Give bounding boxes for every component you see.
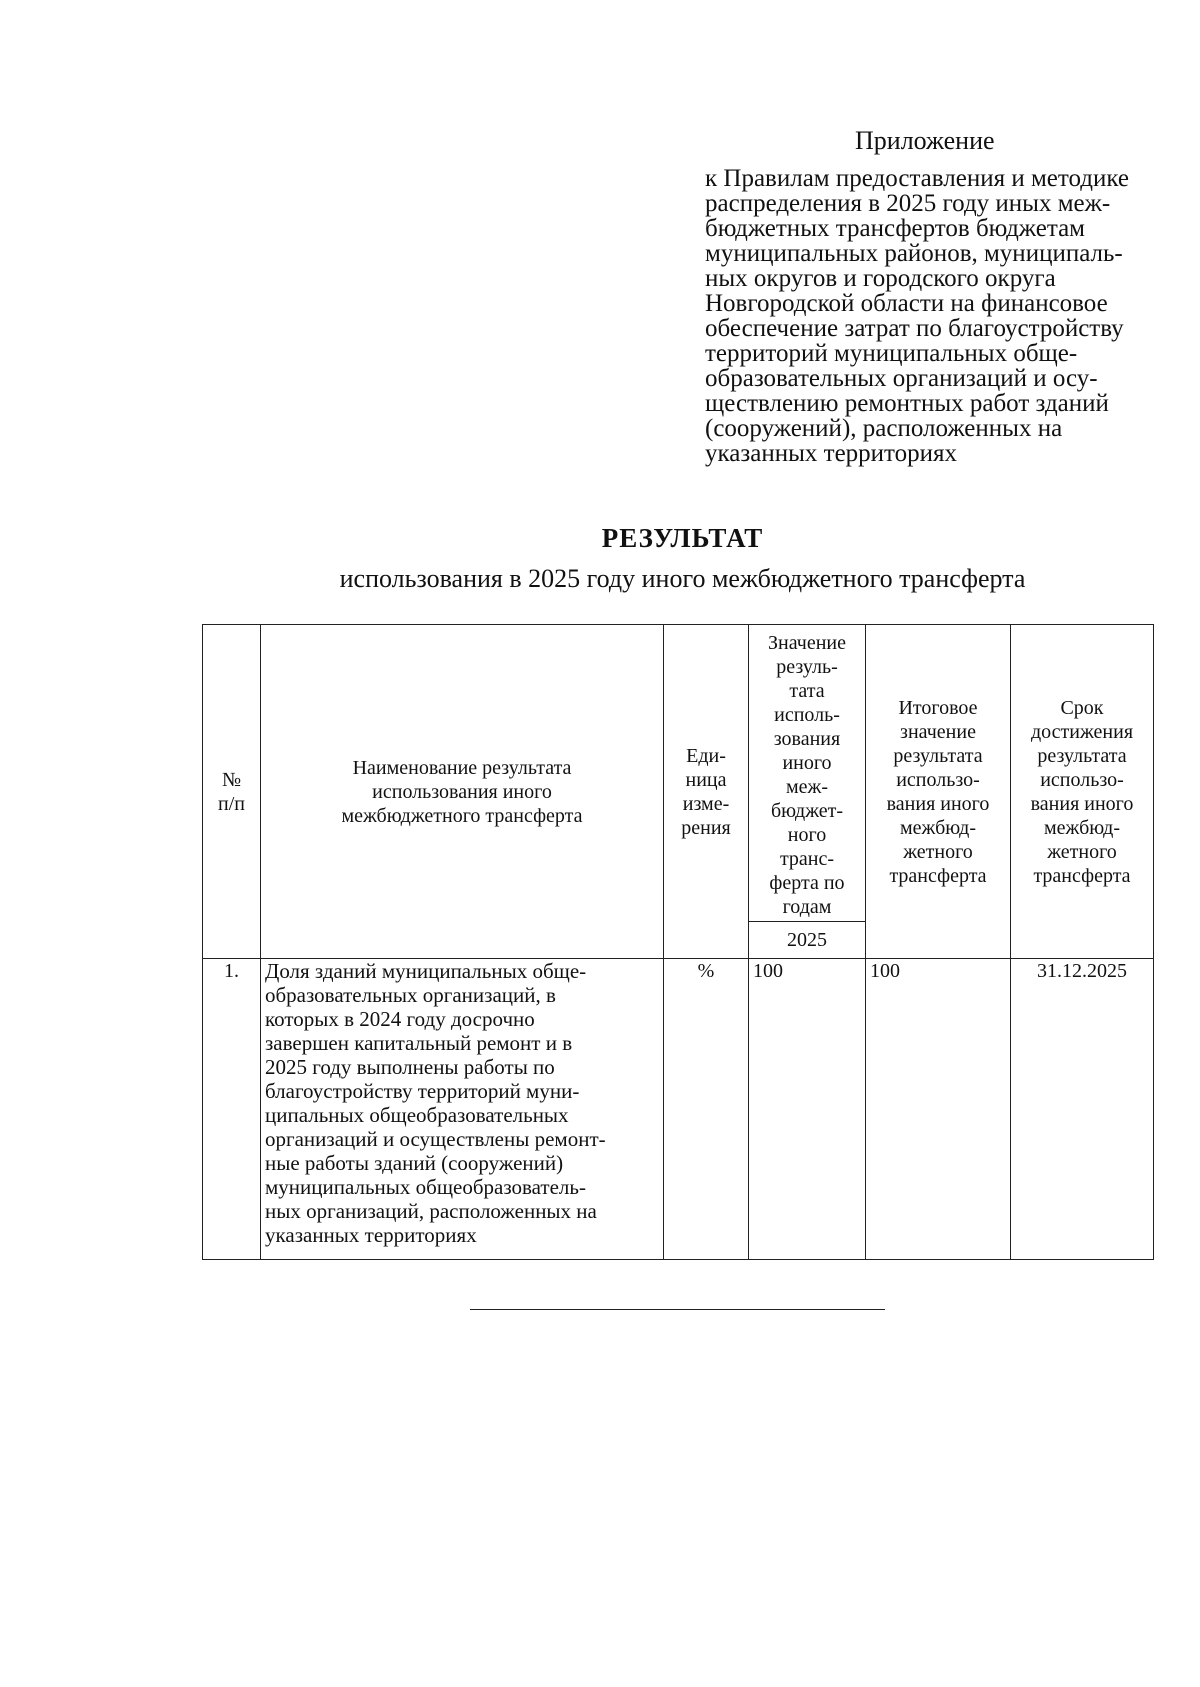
appendix-line: ществлению ремонтных работ зданий bbox=[705, 390, 1109, 417]
appendix-line: ных округов и городского округа bbox=[705, 265, 1056, 292]
row-deadline: 31.12.2025 bbox=[1011, 959, 1154, 1260]
header-final-value: Итоговое значение результата использо- вания иного межбюд- жетного трансферта bbox=[866, 625, 1011, 959]
appendix-line: обеспечение затрат по благоустройству bbox=[705, 315, 1124, 342]
document-subheading: использования в 2025 году иного межбюджетного трансферта bbox=[339, 564, 1026, 593]
appendix-line: к Правилам предоставления и методике bbox=[705, 165, 1129, 192]
appendix-line: (сооружений), расположенных на bbox=[705, 415, 1063, 442]
header-number: № п/п bbox=[203, 625, 261, 959]
row-value-2025: 100 bbox=[749, 959, 866, 1260]
row-number: 1. bbox=[203, 959, 261, 1260]
row-name: Доля зданий муниципальных обще- образовательных организаций, в которых в 2024 году досрочно завершен капитальный ремонт и в 2025 году выполнены работы по благоустройству территорий муни- ципальных общеобразовательных организаций и осуществлены ремонт- ные работы зданий (сооружений) муниципальных общеобразователь- ных организаций, расположенных на указанных территориях bbox=[261, 959, 664, 1260]
header-unit: Еди- ница изме- рения bbox=[664, 625, 749, 959]
signoff-divider bbox=[470, 1309, 885, 1310]
appendix-line: указанных территориях bbox=[705, 440, 958, 467]
header-name: Наименование результата использования иного межбюджетного трансферта bbox=[261, 625, 664, 959]
appendix-line: распределения в 2025 году иных меж- bbox=[705, 190, 1111, 217]
header-year: 2025 bbox=[749, 922, 866, 959]
document-heading: РЕЗУЛЬТАТ bbox=[601, 523, 764, 553]
row-final-value: 100 bbox=[866, 959, 1011, 1260]
appendix-line: Новгородской области на финансовое bbox=[705, 290, 1108, 317]
appendix-description bbox=[705, 166, 1175, 466]
header-deadline: Срок достижения результата использо- вания иного межбюд- жетного трансферта bbox=[1011, 625, 1154, 959]
appendix-title: Приложение bbox=[855, 126, 995, 155]
header-value-by-year: Значение резуль- тата исполь- зования иного меж- бюджет- ного транс- ферта по годам bbox=[749, 625, 866, 922]
table-header-row bbox=[203, 625, 1154, 922]
result-table bbox=[202, 624, 1154, 1260]
table-row bbox=[203, 959, 1154, 1260]
appendix-line: бюджетных трансфертов бюджетам bbox=[705, 215, 1085, 242]
row-unit: % bbox=[664, 959, 749, 1260]
appendix-line: территорий муниципальных обще- bbox=[705, 340, 1078, 367]
appendix-line: образовательных организаций и осу- bbox=[705, 365, 1098, 392]
appendix-line: муниципальных районов, муниципаль- bbox=[705, 240, 1123, 267]
